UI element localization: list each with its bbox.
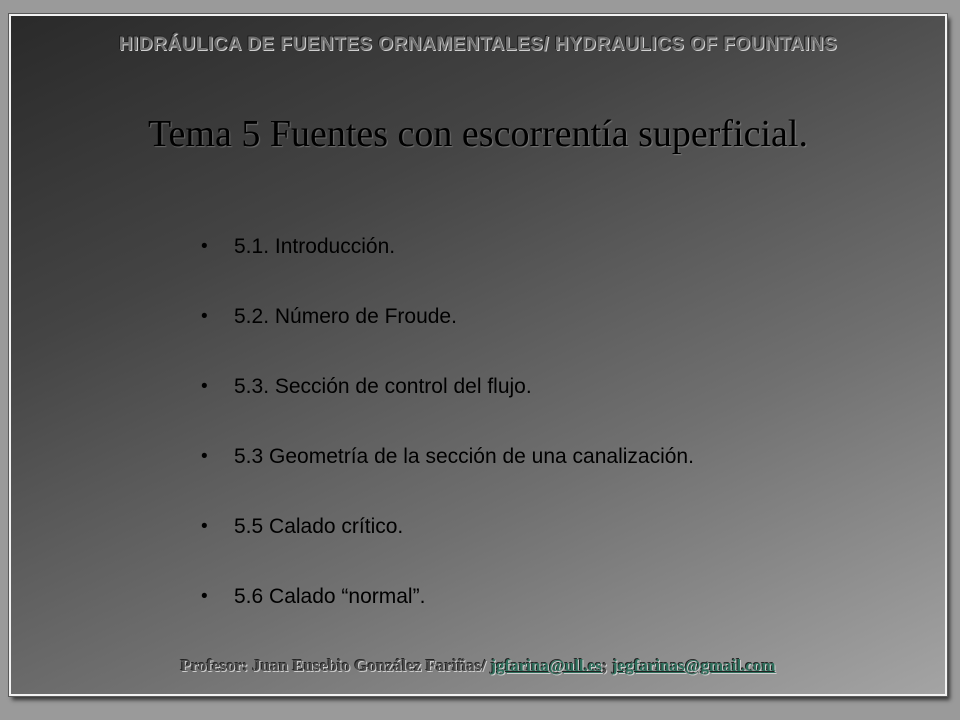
footer-credits [11,656,945,676]
bullet-icon: • [201,306,208,327]
course-header: HIDRÁULICA DE FUENTES ORNAMENTALES/ HYDRAULICS OF FOUNTAINS [118,34,838,55]
author-label: Profesor: Juan Eusebio González Fariñas/ [180,656,487,675]
topic-label: 5.6 Calado “normal”. [234,585,426,608]
topic-item [201,282,694,352]
topic-label: 5.2. Número de Froude. [234,305,457,328]
topic-label: 5.3 Geometría de la sección de una canalización. [234,445,694,468]
topic-label: 5.3. Sección de control del flujo. [234,375,532,398]
topic-item [201,352,694,422]
topic-label: 5.1. Introducción. [234,235,396,258]
topic-list [201,212,694,632]
email-link-gmail[interactable]: jegfarinas@gmail.com [611,656,776,675]
bullet-icon: • [201,586,208,607]
email-link-ull[interactable]: jgfarina@ull.es [490,656,603,675]
topic-item [201,422,694,492]
bullet-icon: • [201,446,208,467]
bullet-icon: • [201,376,208,397]
slide-frame [9,14,947,696]
bullet-icon: • [201,236,208,257]
email-separator: ; [602,656,608,675]
bullet-icon: • [201,516,208,537]
slide-title: Tema 5 Fuentes con escorrentía superficial. [148,113,808,155]
topic-item [201,562,694,632]
topic-label: 5.5 Calado crítico. [234,515,404,538]
topic-item [201,492,694,562]
topic-item [201,212,694,282]
